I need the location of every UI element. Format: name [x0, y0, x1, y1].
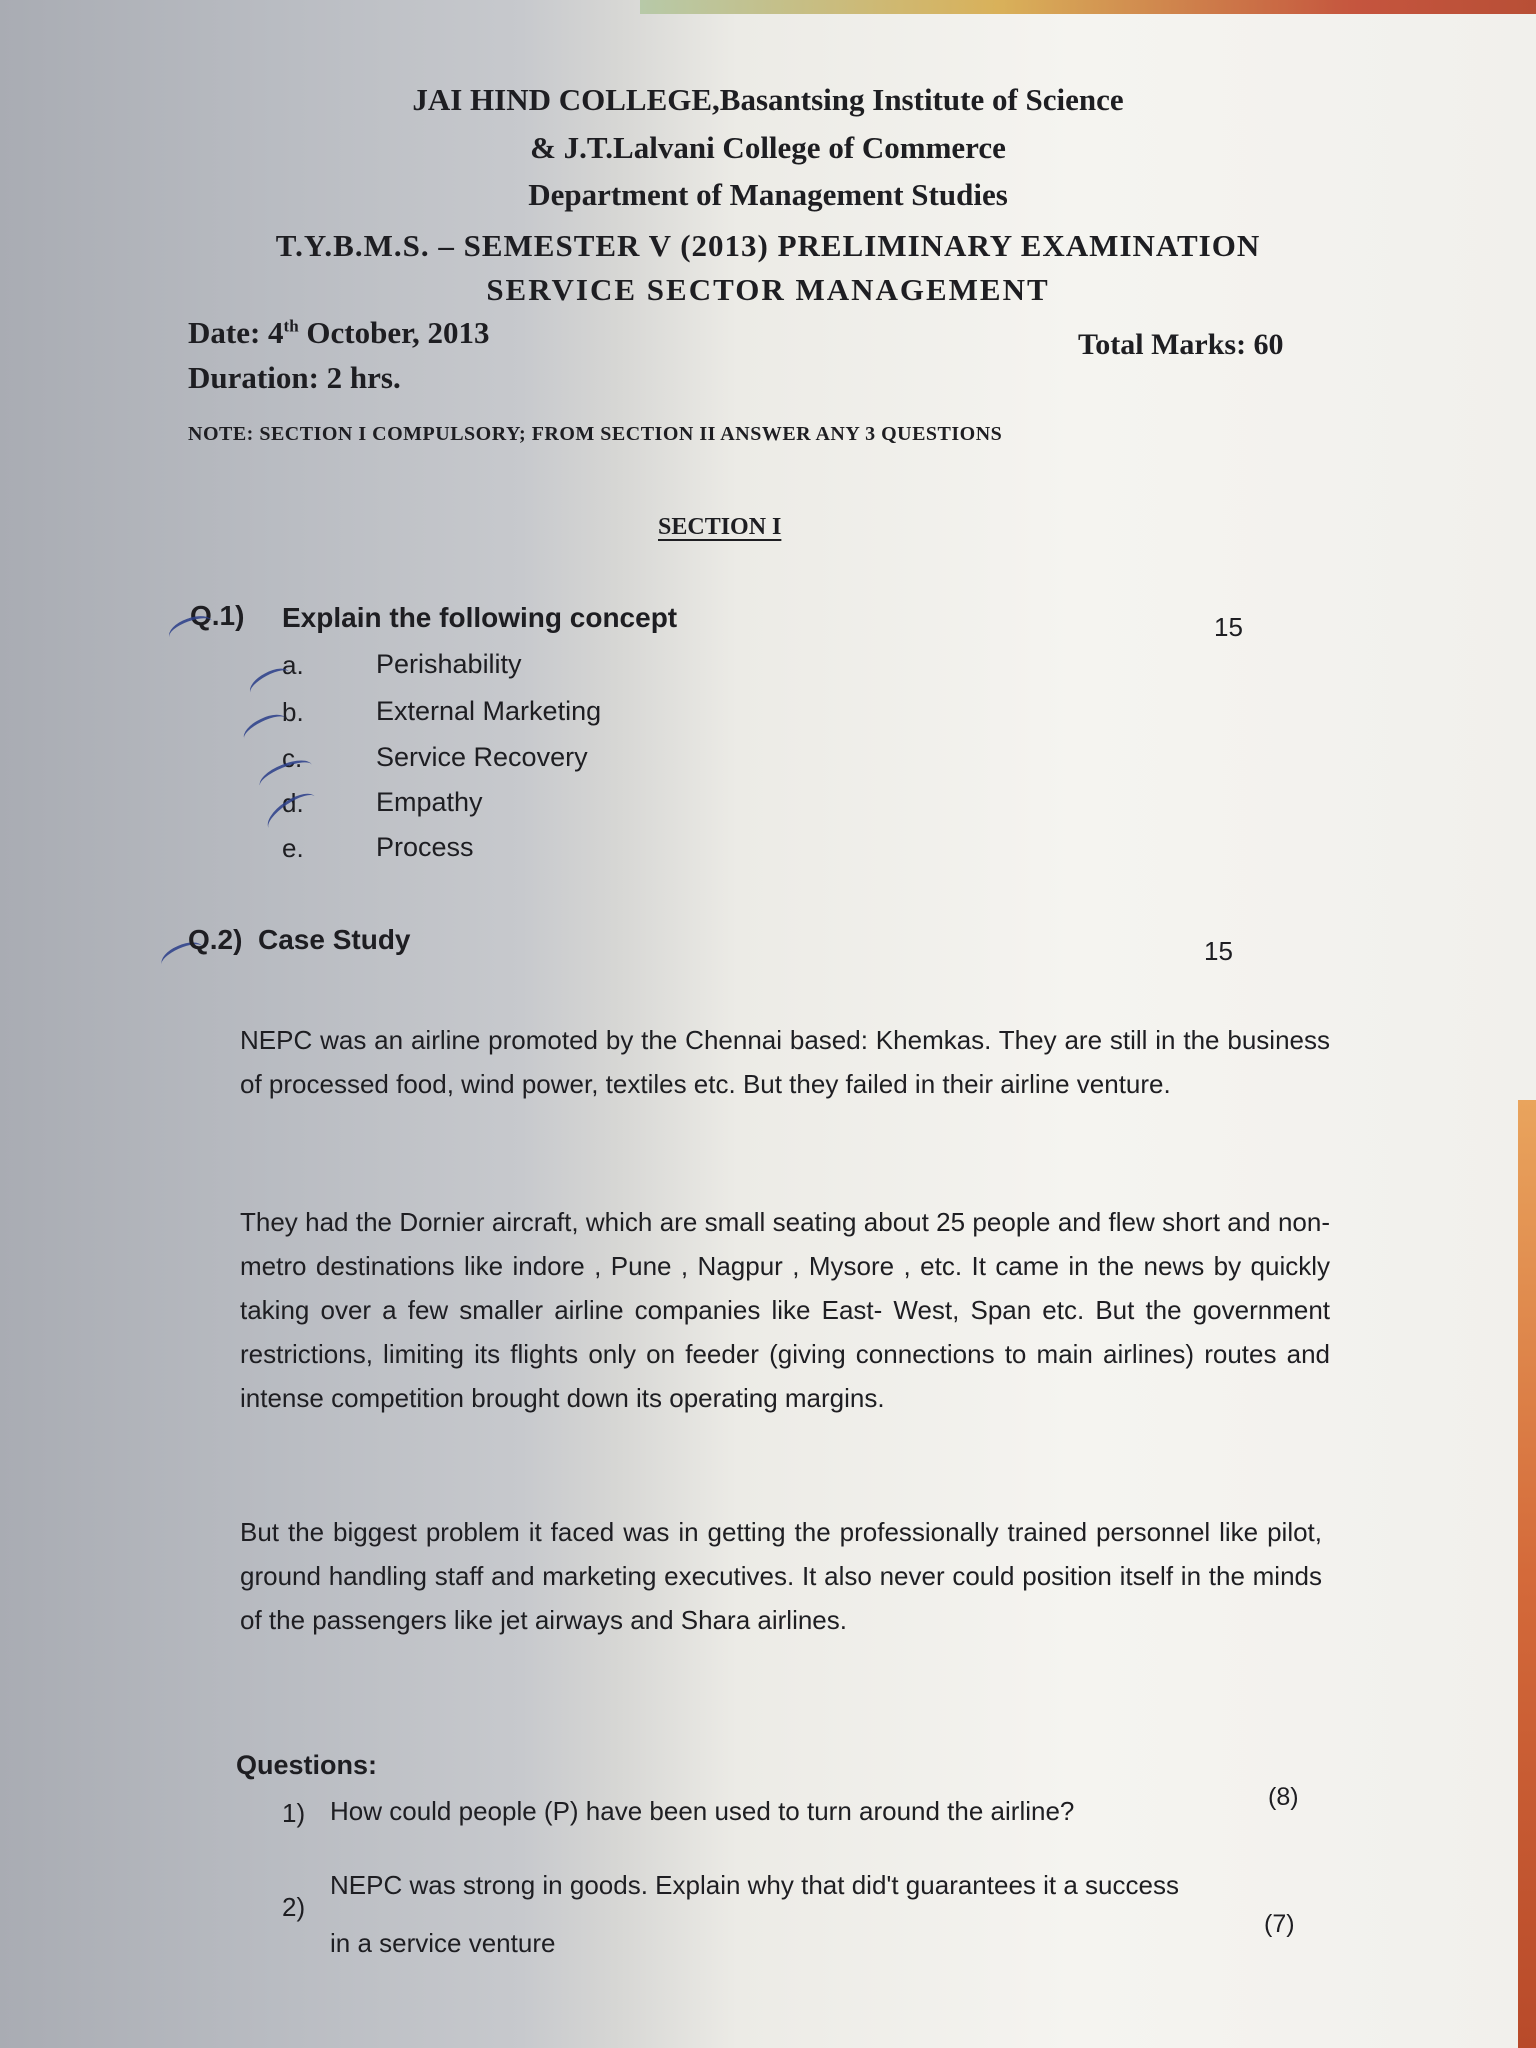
q2-marks: 15	[1204, 936, 1233, 966]
q1-item-d-text: Empathy	[376, 787, 483, 817]
total-marks: Total Marks: 60	[1078, 328, 1284, 361]
date-prefix: Date: 4	[188, 315, 284, 350]
date-superscript: th	[283, 316, 299, 336]
background-edge-right	[1518, 1100, 1536, 2048]
question-1-marks: (8)	[1268, 1783, 1299, 1811]
subject-title: SERVICE SECTOR MANAGEMENT	[486, 272, 1050, 307]
date-suffix: October, 2013	[298, 315, 490, 350]
q1-title: Explain the following concept	[282, 602, 678, 633]
question-2-number: 2)	[282, 1892, 306, 1922]
question-2-marks: (7)	[1264, 1910, 1295, 1938]
questions-heading: Questions:	[236, 1750, 378, 1780]
q1-item-a-letter: a.	[282, 650, 304, 680]
case-study-paragraph-2: They had the Dornier aircraft, which are small seating about 25 people and flew short and non-metro destinations like indore , Pune , Nagpur , Mysore , etc. It came in the news by quickly taking over a few smaller airline companies like East- West, Span etc. But the government restrictions, limiting its flights only on feeder (giving connections to main airlines) routes and intense competition brought down its operating margins.	[240, 1207, 1330, 1413]
exam-note: NOTE: SECTION I COMPULSORY; FROM SECTION II ANSWER ANY 3 QUESTIONS	[188, 423, 1003, 445]
q1-item-c-letter: c.	[282, 743, 303, 773]
q1-item-b-text: External Marketing	[376, 696, 602, 726]
q1-item-e-text: Process	[376, 832, 474, 862]
q1-marks: 15	[1214, 612, 1243, 642]
question-2-text-line2: in a service venture	[330, 1928, 556, 1958]
q1-item-e-letter: e.	[282, 833, 304, 863]
q1-number: Q.1)	[190, 600, 245, 631]
background-edge-top	[640, 0, 1536, 14]
college-name-line2: & J.T.Lalvani College of Commerce	[530, 130, 1006, 165]
q1-item-c-text: Service Recovery	[376, 742, 588, 772]
exam-duration: Duration: 2 hrs.	[188, 360, 401, 395]
department-name: Department of Management Studies	[528, 177, 1008, 212]
section-title: SECTION I	[658, 514, 782, 540]
exam-title: T.Y.B.M.S. – SEMESTER V (2013) PRELIMINARY EXAMINATION	[275, 228, 1261, 263]
q1-item-a-text: Perishability	[376, 649, 522, 679]
question-1-text: How could people (P) have been used to turn around the airline?	[330, 1796, 1075, 1826]
exam-date	[188, 315, 490, 351]
question-2-text-line1: NEPC was strong in goods. Explain why that did't guarantees it a success	[330, 1870, 1179, 1900]
q2-title: Case Study	[258, 924, 411, 955]
q1-item-b-letter: b.	[282, 697, 304, 727]
question-1-number: 1)	[282, 1798, 306, 1828]
college-name-line1: JAI HIND COLLEGE,Basantsing Institute of Science	[412, 82, 1124, 117]
case-study-paragraph-1: NEPC was an airline promoted by the Chennai based: Khemkas. They are still in the business of processed food, wind power, textiles etc. But they failed in their airline venture.	[240, 1025, 1330, 1099]
q2-number: Q.2)	[188, 924, 243, 955]
q1-item-d-letter: d.	[282, 788, 304, 818]
case-study-paragraph-3: But the biggest problem it faced was in getting the professionally trained personnel like pilot, ground handling staff and marketing executives. It also never could position itself in the minds of the passengers like jet airways and Shara airlines.	[240, 1517, 1322, 1635]
